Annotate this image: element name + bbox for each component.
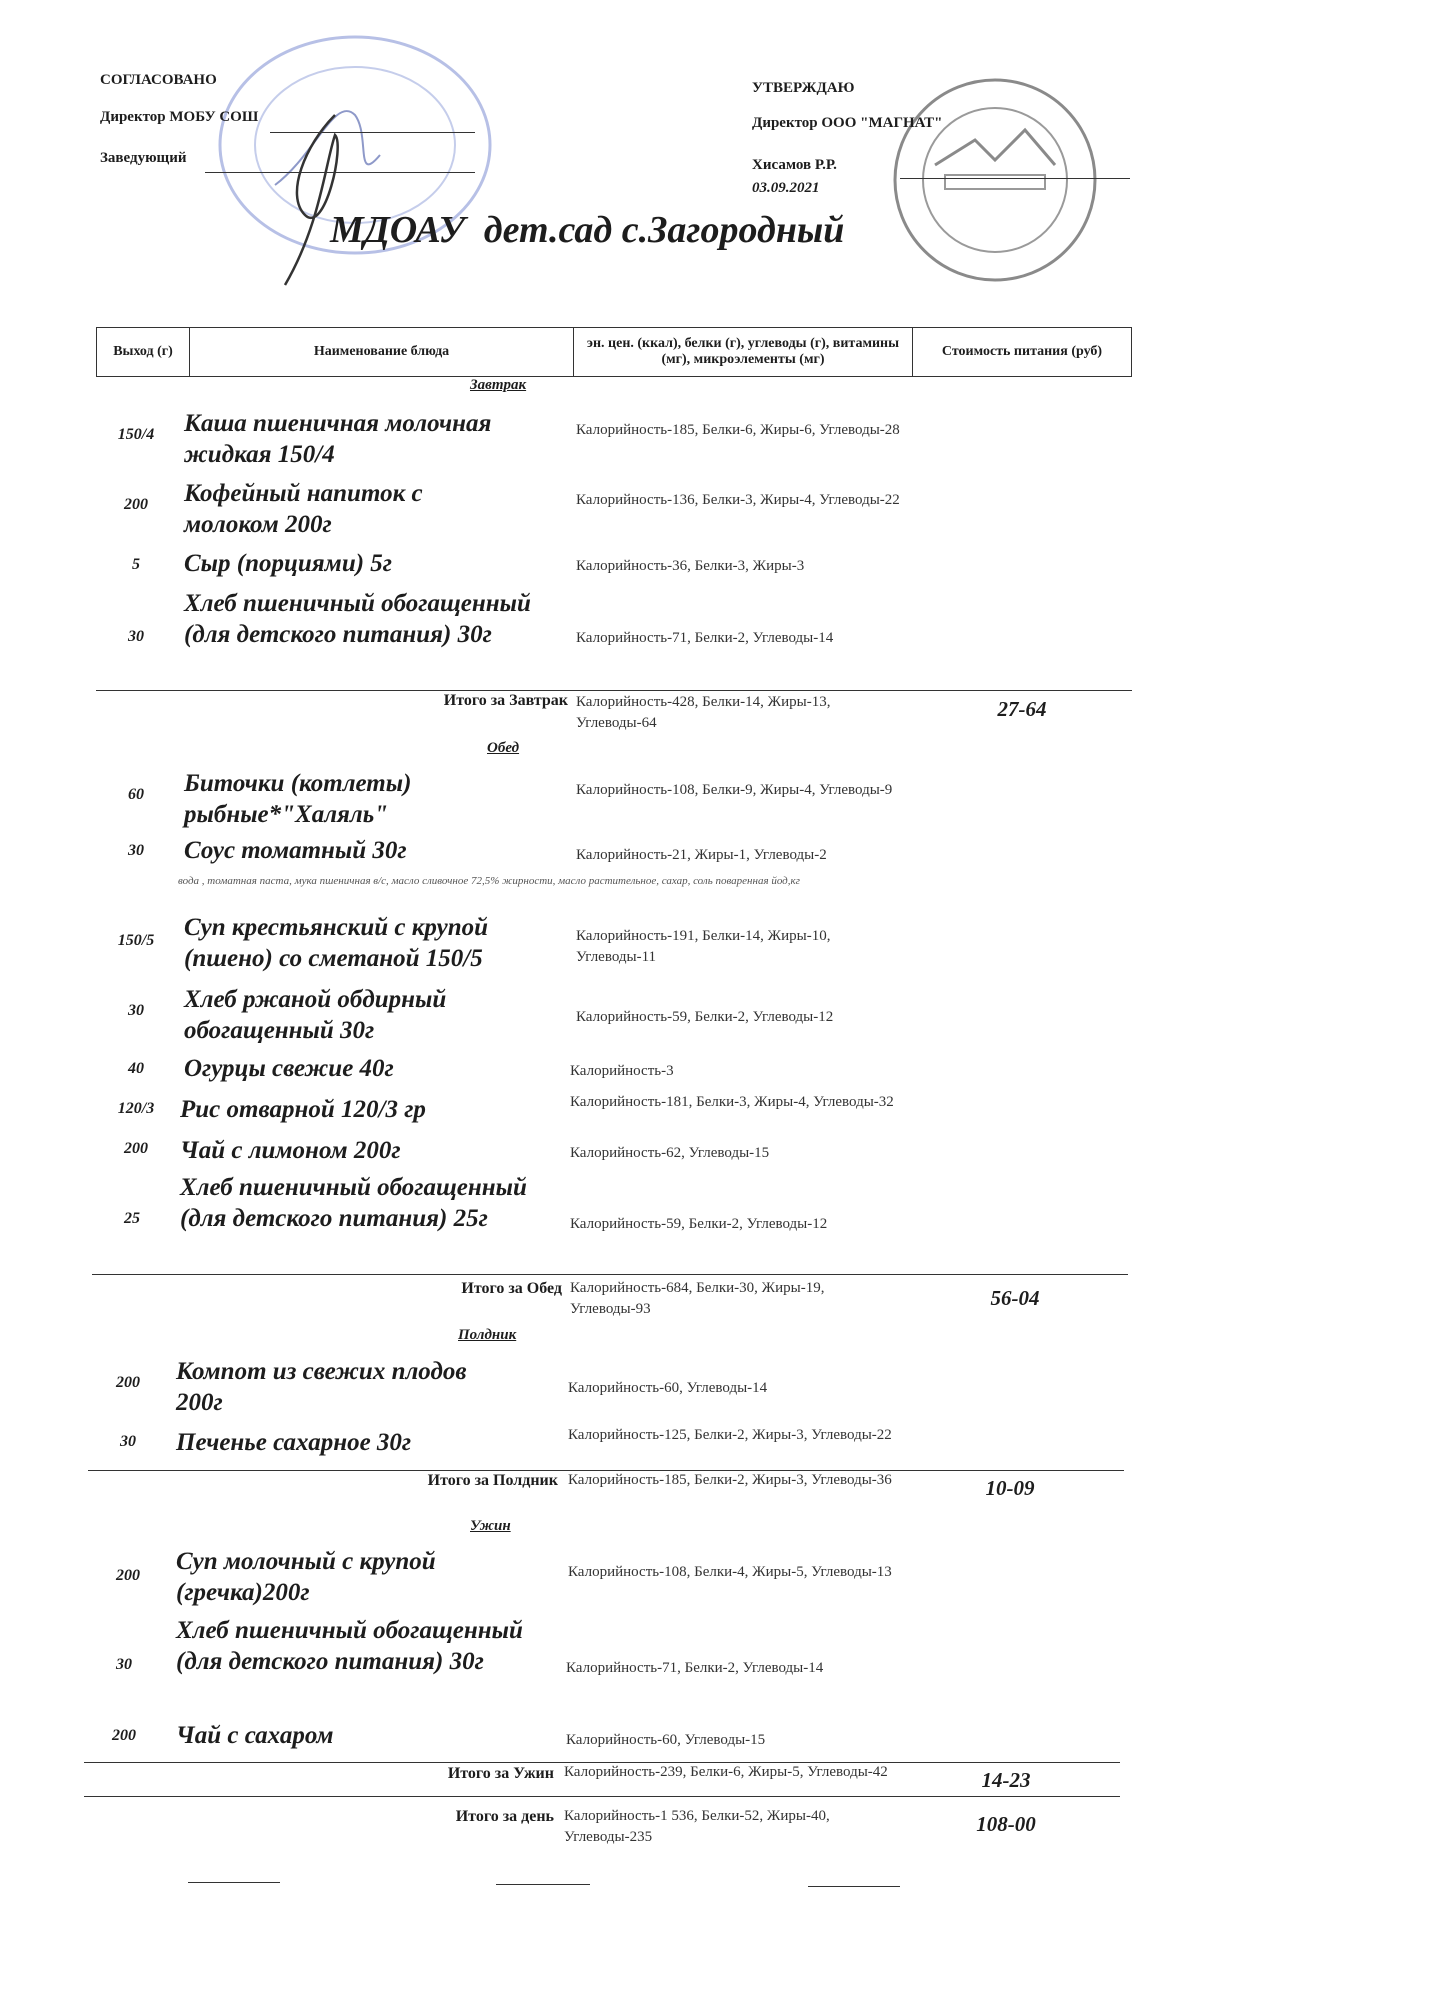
item-qty: 30: [116, 1656, 132, 1673]
dinner-total-label: Итого за Ужин: [447, 1765, 554, 1782]
item-name: Чай с лимоном 200г: [180, 1137, 401, 1164]
item-name: Суп крестьянский с крупой (пшено) со сметаной 150/5: [184, 914, 489, 972]
item-qty: 150/4: [117, 426, 155, 443]
section-lunch-title: Обед: [487, 740, 520, 756]
item-name: Сыр (порциями) 5г: [184, 550, 393, 577]
item-qty: 25: [124, 1210, 140, 1227]
breakfast-total-nutr: Калорийность-428, Белки-14, Жиры-13, Углеводы-64: [576, 694, 831, 731]
col-cost-header: Стоимость питания (руб): [913, 328, 1132, 377]
signature-left: [265, 105, 385, 295]
col-qty-header: Выход (г): [97, 328, 190, 377]
approved-left-line1: Директор МОБУ СОШ: [100, 109, 259, 125]
approved-right-label: УТВЕРЖДАЮ: [752, 80, 855, 96]
item-name: Хлеб ржаной обдирный обогащенный 30г: [184, 986, 447, 1044]
day-total-cost: 108-00: [976, 1812, 1036, 1836]
item-name: Хлеб пшеничный обогащенный (для детского питания) 25г: [180, 1174, 527, 1232]
item-qty: 150/5: [117, 932, 155, 949]
item-nutr: Калорийность-108, Белки-4, Жиры-5, Углеводы-13: [568, 1564, 892, 1580]
item-qty: 5: [132, 556, 140, 573]
right-stamp: [885, 70, 1105, 290]
item-qty: 200: [124, 496, 148, 513]
item-name: Кофейный напиток с молоком 200г: [184, 480, 423, 538]
item-nutr: Калорийность-60, Углеводы-15: [566, 1732, 766, 1748]
item-name: Чай с сахаром: [176, 1722, 334, 1749]
item-nutr: Калорийность-59, Белки-2, Углеводы-12: [576, 1009, 834, 1025]
item-name: Биточки (котлеты) рыбные*"Халяль": [184, 770, 412, 828]
breakfast-total-label: Итого за Завтрак: [443, 692, 568, 709]
item-qty: 30: [128, 842, 144, 859]
bottom-signature-line: [496, 1884, 590, 1885]
section-breakfast-title: Завтрак: [470, 377, 527, 393]
item-nutr: Калорийность-108, Белки-9, Жиры-4, Углеводы-9: [576, 782, 893, 798]
section-dinner-title: Ужин: [470, 1518, 511, 1534]
item-qty: 30: [120, 1433, 136, 1450]
snack-total-label: Итого за Полдник: [427, 1472, 558, 1489]
item-nutr: Калорийность-21, Жиры-1, Углеводы-2: [576, 847, 827, 863]
item-nutr: Калорийность-3: [570, 1063, 674, 1079]
item-name: Печенье сахарное 30г: [176, 1429, 412, 1456]
item-name: Компот из свежих плодов 200г: [176, 1358, 467, 1416]
item-nutr: Калорийность-62, Углеводы-15: [570, 1145, 770, 1161]
divider: [92, 1274, 1128, 1275]
divider: [96, 690, 1132, 691]
approved-right-name: Хисамов Р.Р.: [752, 157, 837, 173]
col-nutr-header: эн. цен. (ккал), белки (г), углеводы (г), витамины (мг), микроэлементы (мг): [574, 328, 913, 377]
item-name: Огурцы свежие 40г: [184, 1055, 394, 1082]
col-name-header: Наименование блюда: [190, 328, 574, 377]
item-name: Хлеб пшеничный обогащенный (для детского питания) 30г: [184, 590, 531, 648]
bottom-signature-line: [808, 1886, 900, 1887]
bottom-signature-line: [188, 1882, 280, 1883]
item-nutr: Калорийность-191, Белки-14, Жиры-10, Углеводы-11: [576, 928, 831, 965]
item-name: Рис отварной 120/3 гр: [180, 1096, 426, 1123]
approved-right-date: 03.09.2021: [752, 180, 820, 196]
snack-total-nutr: Калорийность-185, Белки-2, Жиры-3, Углеводы-36: [568, 1472, 892, 1488]
approved-left-line2: Заведующий: [100, 150, 187, 166]
item-nutr: Калорийность-60, Углеводы-14: [568, 1380, 768, 1396]
day-total-nutr: Калорийность-1 536, Белки-52, Жиры-40, Углеводы-235: [564, 1808, 830, 1845]
item-nutr: Калорийность-125, Белки-2, Жиры-3, Углеводы-22: [568, 1427, 892, 1443]
signature-line: [900, 178, 1130, 179]
item-name: Хлеб пшеничный обогащенный (для детского питания) 30г: [176, 1617, 523, 1675]
item-qty: 200: [112, 1727, 136, 1744]
lunch-cost: 56-04: [990, 1286, 1040, 1310]
menu-table-header: [96, 327, 1132, 377]
item-nutr: Калорийность-136, Белки-3, Жиры-4, Углеводы-22: [576, 492, 900, 508]
lunch-total-nutr: Калорийность-684, Белки-30, Жиры-19, Углеводы-93: [570, 1280, 825, 1317]
approved-right-line1: Директор ООО "МАГНАТ": [752, 115, 943, 131]
item-name: Суп молочный с крупой (гречка)200г: [176, 1548, 436, 1606]
divider: [84, 1796, 1120, 1797]
page-title: МДОАУ дет.сад с.Загородный: [330, 209, 845, 251]
item-name: Соус томатный 30г: [184, 837, 407, 864]
item-nutr: Калорийность-36, Белки-3, Жиры-3: [576, 558, 805, 574]
item-qty: 30: [128, 628, 144, 645]
item-nutr: Калорийность-185, Белки-6, Жиры-6, Углеводы-28: [576, 422, 900, 438]
dinner-cost: 14-23: [981, 1768, 1031, 1792]
item-name: Каша пшеничная молочная жидкая 150/4: [184, 410, 492, 468]
lunch-total-label: Итого за Обед: [461, 1280, 562, 1297]
item-qty: 30: [128, 1002, 144, 1019]
section-snack-title: Полдник: [458, 1327, 517, 1343]
dinner-total-nutr: Калорийность-239, Белки-6, Жиры-5, Углеводы-42: [564, 1764, 888, 1780]
item-nutr: Калорийность-71, Белки-2, Углеводы-14: [576, 630, 834, 646]
signature-line: [205, 172, 475, 173]
item-nutr: Калорийность-59, Белки-2, Углеводы-12: [570, 1216, 828, 1232]
sauce-ingredients: вода , томатная паста, мука пшеничная в/с, масло сливочное 72,5% жирности, масло растительное, сахар, соль поваренная йод,кг: [178, 875, 800, 887]
item-qty: 200: [116, 1374, 140, 1391]
item-nutr: Калорийность-181, Белки-3, Жиры-4, Углеводы-32: [570, 1094, 894, 1110]
approved-left-label: СОГЛАСОВАНО: [100, 72, 217, 88]
day-total-label: Итого за день: [455, 1808, 554, 1825]
item-qty: 200: [116, 1567, 140, 1584]
item-qty: 200: [124, 1140, 148, 1157]
item-nutr: Калорийность-71, Белки-2, Углеводы-14: [566, 1660, 824, 1676]
signature-line: [270, 132, 475, 133]
breakfast-cost: 27-64: [997, 697, 1047, 721]
item-qty: 60: [128, 786, 144, 803]
item-qty: 40: [128, 1060, 144, 1077]
item-qty: 120/3: [117, 1100, 155, 1117]
snack-cost: 10-09: [985, 1476, 1035, 1500]
